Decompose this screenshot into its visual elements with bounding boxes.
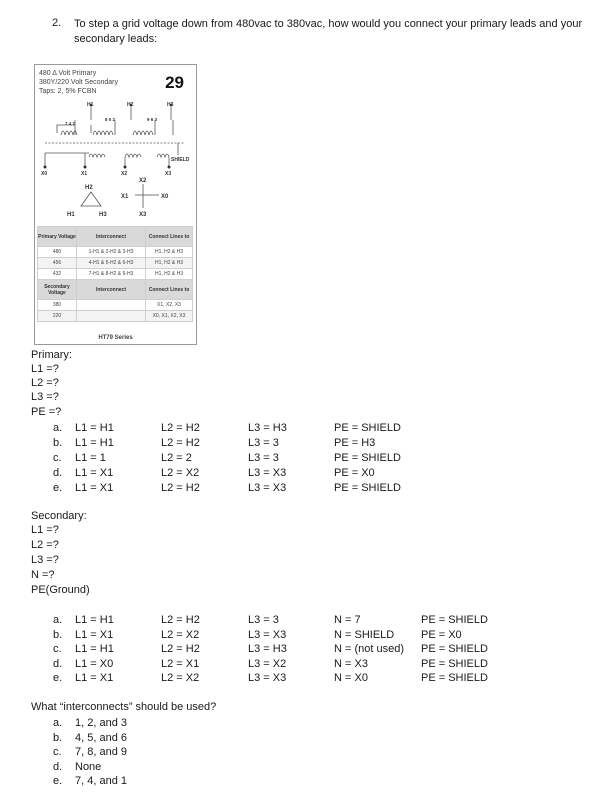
secondary-prompt-l2: L2 =? <box>31 539 59 551</box>
option-value: L2 = X2 <box>161 467 200 479</box>
primary-tap-table: Primary Voltage Interconnect Connect Lines to 480 1-H1 & 2-H2 & 3-H3 H1, H2 & H3 456 4-H1 & 5-H2 & 6-H3 H1, H2 & H3 432 7-H1 & 8-H2 & 9-H3 H1, H2 & H3 Secondary Voltage Interconnect Connect Lines to 380 X1, X2, X3 220 X0, X1, X2, X3 <box>37 226 193 322</box>
secondary-prompt-l3: L3 =? <box>31 554 59 566</box>
option-value: L1 = X1 <box>75 482 114 494</box>
option-value: L2 = H2 <box>161 422 200 434</box>
terminal-x3-label: X3 <box>165 171 172 177</box>
option-value: L3 = 3 <box>248 614 279 626</box>
primary-prompt-pe: PE =? <box>31 406 62 418</box>
option-value: L3 = H3 <box>248 643 287 656</box>
tap-group-1: 7 4 1 <box>65 121 76 126</box>
tap-group-2: 8 5 2 <box>105 117 116 122</box>
option-value: L1 = H1 <box>75 614 114 626</box>
option-value: L3 = 3 <box>248 437 279 449</box>
option-letter: c. <box>53 452 62 464</box>
option-value: L2 = 2 <box>161 452 192 464</box>
option-value: 7, 8, and 9 <box>75 746 127 759</box>
terminal-h2-label: H2 <box>127 102 134 108</box>
delta-h2-label: H2 <box>85 185 93 191</box>
option-value: PE = SHIELD <box>421 672 488 685</box>
terminal-h1-label: H1 <box>87 102 94 108</box>
option-value: PE = SHIELD <box>334 422 401 434</box>
shield-label: SHIELD <box>171 157 190 163</box>
option-letter: a. <box>53 717 63 729</box>
option-value: L2 = H2 <box>161 643 200 656</box>
secondary-prompt-pe: PE(Ground) <box>31 584 90 596</box>
tap-group-3: 9 6 3 <box>147 117 158 122</box>
option-value: L1 = X0 <box>75 657 114 670</box>
option-letter: b. <box>53 628 63 641</box>
option-value: PE = SHIELD <box>421 643 488 656</box>
option-letter: e. <box>53 482 63 494</box>
option-value: 1, 2, and 3 <box>75 717 127 729</box>
option-value: N = 7 <box>334 614 361 626</box>
option-value: L1 = H1 <box>75 437 114 449</box>
option-letter: b. <box>53 437 63 449</box>
option-letter: e. <box>53 775 63 788</box>
wye-x2-label: X2 <box>139 178 147 184</box>
option-value: L2 = X2 <box>161 628 200 641</box>
option-value: L1 = X1 <box>75 672 114 685</box>
option-value: PE = X0 <box>421 628 462 641</box>
option-value: PE = SHIELD <box>334 482 401 494</box>
option-letter: d. <box>53 760 63 773</box>
terminal-x2-label: X2 <box>121 171 128 177</box>
secondary-prompt-n: N =? <box>31 569 55 581</box>
question-number: 2. <box>52 17 62 29</box>
terminal-x0-label: X0 <box>41 171 48 177</box>
option-value: PE = SHIELD <box>421 657 488 670</box>
option-value: N = SHIELD <box>334 628 395 641</box>
option-letter: a. <box>53 614 63 626</box>
option-value: N = X0 <box>334 672 368 685</box>
option-value: L2 = H2 <box>161 482 200 494</box>
series-label: HT79 Series <box>98 335 133 341</box>
option-value: L2 = X1 <box>161 657 200 670</box>
option-letter: c. <box>53 643 62 656</box>
wye-x0-label: X0 <box>161 194 169 200</box>
option-value: L2 = H2 <box>161 614 200 626</box>
terminal-h3-label: H3 <box>167 102 174 108</box>
option-value: L1 = 1 <box>75 452 106 464</box>
terminal-x1-label: X1 <box>81 171 88 177</box>
option-value: PE = SHIELD <box>421 614 488 626</box>
option-value: N = X3 <box>334 657 368 670</box>
option-letter: a. <box>53 422 63 434</box>
option-letter: d. <box>53 657 63 670</box>
option-letter: c. <box>53 746 62 759</box>
option-value: 7, 4, and 1 <box>75 775 127 788</box>
transformer-ratings: 480 Δ Volt Primary 380Y/220 Volt Secondary Taps: 2, 5% FCBN <box>39 70 119 95</box>
option-value: L3 = X2 <box>248 657 287 670</box>
option-letter: e. <box>53 672 63 685</box>
option-value: L3 = X3 <box>248 628 287 641</box>
transformer-diagram <box>34 64 197 345</box>
delta-h3-label: H3 <box>99 212 107 218</box>
secondary-prompt-l1: L1 =? <box>31 524 59 536</box>
option-value: L3 = 3 <box>248 452 279 464</box>
option-value: L3 = X3 <box>248 482 287 494</box>
option-value: L1 = X1 <box>75 467 114 479</box>
primary-prompt-l3: L3 =? <box>31 391 59 403</box>
wye-x1-label: X1 <box>121 194 129 200</box>
option-value: PE = SHIELD <box>334 452 401 464</box>
delta-h1-label: H1 <box>67 212 75 218</box>
option-value: L3 = X3 <box>248 467 287 479</box>
option-value: L2 = X2 <box>161 672 200 685</box>
option-value: PE = X0 <box>334 467 375 479</box>
secondary-title: Secondary: <box>31 510 87 522</box>
primary-prompt-l2: L2 =? <box>31 377 59 389</box>
primary-title: Primary: <box>31 349 72 361</box>
option-value: L3 = X3 <box>248 672 287 685</box>
option-value: L1 = X1 <box>75 628 114 641</box>
interconnects-title: What “interconnects” should be used? <box>31 701 217 713</box>
primary-prompt-l1: L1 =? <box>31 363 59 375</box>
option-value: N = (not used) <box>334 643 405 656</box>
option-letter: d. <box>53 467 63 479</box>
option-value: L3 = H3 <box>248 422 287 434</box>
option-value: 4, 5, and 6 <box>75 731 127 744</box>
option-value: L1 = H1 <box>75 422 114 434</box>
wiring-schematic <box>35 65 196 225</box>
wye-x3-label: X3 <box>139 212 147 218</box>
option-letter: b. <box>53 731 63 744</box>
option-value: L2 = H2 <box>161 437 200 449</box>
option-value: None <box>75 760 102 773</box>
diagram-number: 29 <box>165 73 184 92</box>
option-value: L1 = H1 <box>75 643 114 656</box>
question-text: To step a grid voltage down from 480vac to 380vac, how would you connect your primary leads and your secondary leads: <box>74 18 583 45</box>
option-value: PE = H3 <box>334 437 376 449</box>
